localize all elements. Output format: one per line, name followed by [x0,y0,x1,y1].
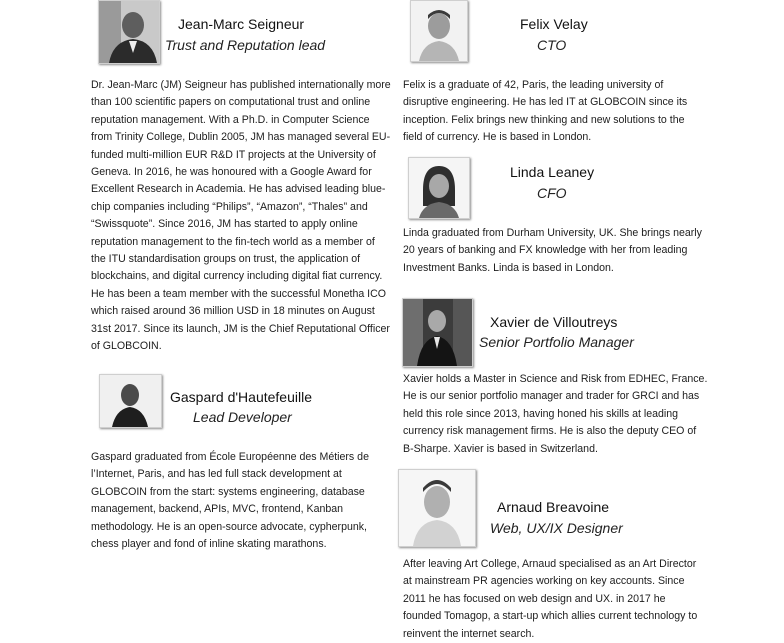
bio-line: reputation management. With a Ph.D. in Computer Science [91,113,370,126]
bio-line: He has been a team member with the successful Monetha ICO [91,287,387,300]
bio-line: than 100 scientific papers on computational trust and online [91,96,371,109]
bio-line: the ITU standardisation groups on trust, the application of [91,253,361,266]
bio-line: reinvent the internet search. [403,627,535,640]
bio-line: 2011 he has focused on web design and UX. in 2017 he [403,592,666,605]
bio-line: methodology. He is an open-source advocate, cypherpunk, [91,520,367,533]
bio-line: After leaving Art College, Arnaud specialised as an Art Director [403,558,697,570]
bio-line: B-Sharpe. Xavier is based in Switzerland. [403,442,598,455]
bio-line: l’Internet, Paris, and has led full stack development at [91,468,342,481]
bio-line: Linda graduated from Durham University, UK. She brings nearly [403,227,702,239]
gaspard-photo [99,374,162,428]
member-name: Gaspard d'Hautefeuille [170,389,312,405]
bio-line: reputation management to the fin-tech world as a member of [91,235,375,248]
arnaud-photo [398,469,476,547]
bio-line: Xavier holds a Master in Science and Risk from EDHEC, France. [403,373,708,385]
bio-line: disruptive engineering. He has led IT at GLOBCOIN since its [403,96,688,109]
member-bio [403,77,687,147]
bio-line: 20 years of banking and FX knowledge with her from leading [403,244,688,257]
jean-marc-photo [98,0,160,64]
member-role: CTO [537,37,567,53]
bio-line: chip companies including “Philips”, “Amazon”, “Thales” and [91,200,368,213]
member-name: Felix Velay [520,16,588,32]
bio-line: inception. Felix brings new thinking and new solutions to the [403,113,685,126]
bio-line: Gaspard graduated from École Européenne des Métiers de [91,451,369,463]
portrait-image [399,470,475,546]
member-role: Senior Portfolio Manager [479,334,634,350]
member-role: Trust and Reputation lead [165,37,326,53]
member-name: Xavier de Villoutreys [490,314,618,330]
bio-line: funded multi-million EUR R&D IT projects at the University of [91,148,376,161]
bio-line: He is our senior portfolio manager and trader for GRCI and has [403,390,700,403]
bio-line: Dr. Jean-Marc (JM) Seigneur has published internationally more [91,79,391,91]
bio-line: chess player and fond of inline skating marathons. [91,538,327,551]
member-bio [91,449,369,553]
bio-line: GLOBCOIN from the start: systems engineering, database [91,485,365,498]
portrait-image [411,1,467,61]
bio-line: held this role since 2013, having honed his skills at leading [403,407,679,420]
portrait-image [99,1,159,63]
bio-line: of GLOBCOIN. [91,340,162,353]
member-role: CFO [537,185,567,201]
portrait-image [409,158,469,218]
member-name: Linda Leaney [510,164,595,180]
bio-line: Investment Banks. Linda is based in London. [403,261,614,274]
member-bio [403,225,702,277]
bio-line: currency risk management firms. He is also the deputy CEO of [403,425,697,438]
bio-line: field of currency. He is based in London. [403,131,592,144]
bio-line: 31st 2017. Since its launch, JM is the Chief Reputational Officer [91,322,390,335]
bio-line: from Trinity College, Dublin 2005, JM has managed several EU- [91,131,391,144]
portrait-image [403,299,472,366]
member-bio [403,556,697,643]
bio-line: Excellent Research in Academia. He has advised leading blue- [91,183,386,196]
bio-line: Felix is a graduate of 42, Paris, the leading university of [403,79,664,91]
linda-photo [408,157,470,219]
bio-line: blockchains, and digital currency including digital fiat currency. [91,270,383,283]
member-bio [91,77,391,356]
bio-line: founded Tomagop, a start-up which allies current technology to [403,610,698,623]
bio-line: management, backend, APIs, MVC, frontend, Kanban [91,503,344,516]
bio-line: at mainstream PR agencies working on key accounts. Since [403,575,685,588]
portrait-image [100,375,161,427]
member-role: Lead Developer [193,409,292,425]
xavier-photo [402,298,473,367]
bio-line: “Swissquote”. Since 2016, JM has started to apply online [91,218,358,231]
member-name: Arnaud Breavoine [497,499,610,515]
member-bio [403,371,707,458]
bio-line: Geneva. In 2016, he was honoured with a Google Award for [91,166,372,179]
member-name: Jean-Marc Seigneur [178,16,305,32]
bio-line: which raised around 36 million USD in 18 minutes on August [91,305,375,318]
felix-photo [410,0,468,62]
member-role: Web, UX/IX Designer [490,520,623,536]
